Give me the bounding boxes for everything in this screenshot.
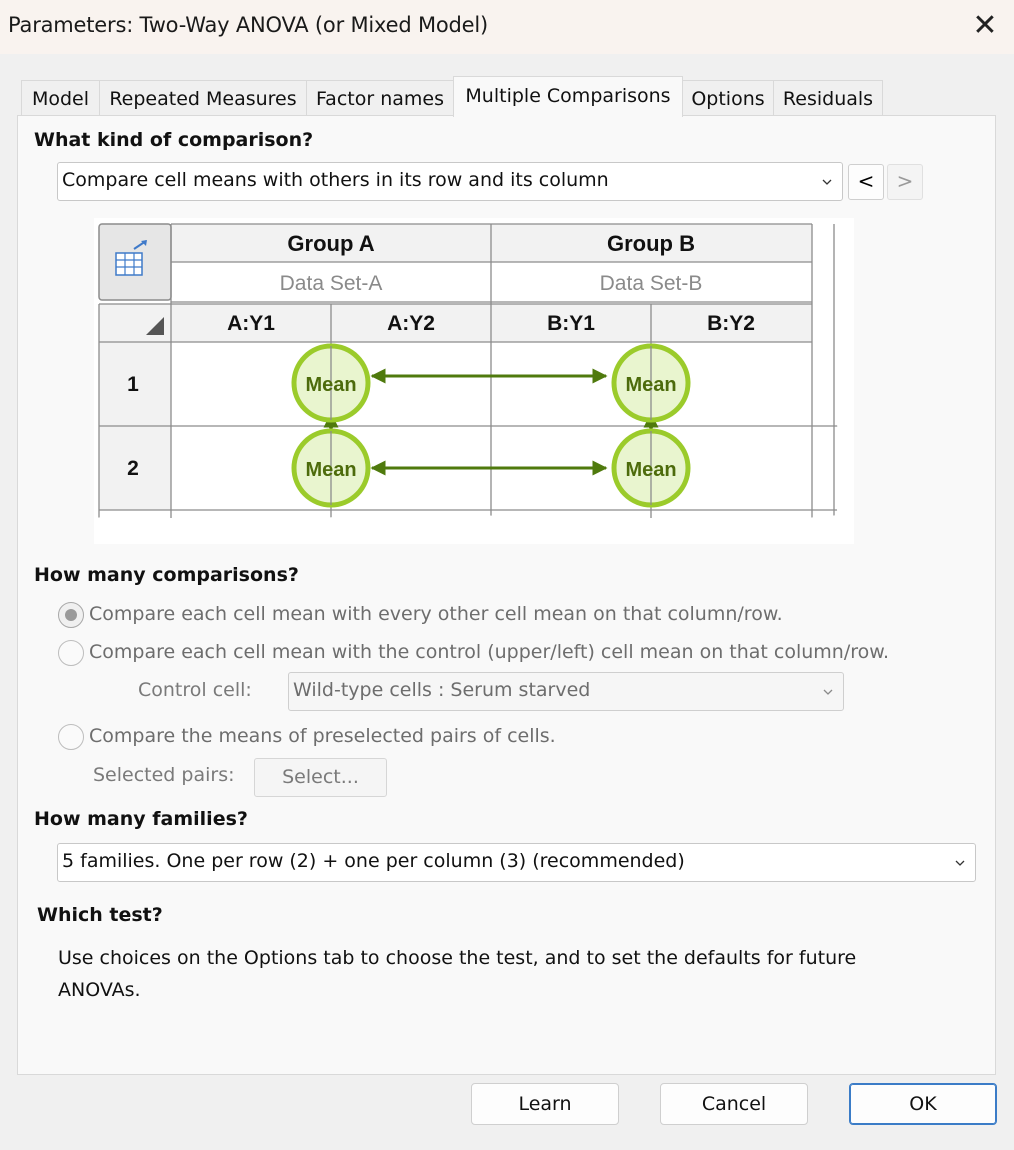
row-number: 2 xyxy=(127,457,139,480)
cancel-button[interactable]: Cancel xyxy=(660,1083,808,1125)
column-header: A:Y2 xyxy=(387,312,435,335)
control-cell-dropdown[interactable] xyxy=(288,672,844,711)
comparison-kind-dropdown[interactable] xyxy=(57,162,843,201)
mean-circle xyxy=(614,346,688,420)
dataset-a-label: Data Set-A xyxy=(279,272,383,295)
mean-circle xyxy=(294,346,368,420)
radio-every-other-mean[interactable] xyxy=(58,602,84,628)
column-header: B:Y2 xyxy=(707,312,755,335)
next-button[interactable]: > xyxy=(887,164,923,200)
tab-multiple-comparisons[interactable]: Multiple Comparisons xyxy=(453,76,683,117)
comparison-illustration xyxy=(94,218,854,544)
control-cell-label: Control cell: xyxy=(138,679,252,701)
radio-label: Compare the means of preselected pairs of cells. xyxy=(89,725,556,747)
tab-residuals[interactable]: Residuals xyxy=(773,80,883,116)
column-header: B:Y1 xyxy=(547,312,595,335)
selected-pairs-label: Selected pairs: xyxy=(93,764,235,786)
comparison-heading: What kind of comparison? xyxy=(34,129,314,151)
chevron-down-icon xyxy=(955,858,965,868)
chevron-down-icon xyxy=(822,177,832,187)
radio-label: Compare each cell mean with every other cell mean on that column/row. xyxy=(89,603,783,625)
radio-preselected-pairs[interactable] xyxy=(58,724,84,750)
mean-label: Mean xyxy=(305,374,357,396)
families-value: 5 families. One per row (2) + one per column (3) (recommended) xyxy=(62,850,685,872)
how-many-comparisons-heading: How many comparisons? xyxy=(34,564,299,586)
families-dropdown[interactable] xyxy=(57,843,976,882)
tab-repeated-measures[interactable]: Repeated Measures xyxy=(99,80,307,116)
tab-model[interactable]: Model xyxy=(21,80,100,116)
group-a-header: Group A xyxy=(287,231,375,256)
select-pairs-button[interactable]: Select... xyxy=(254,758,387,797)
row-number: 1 xyxy=(127,373,139,396)
column-header: A:Y1 xyxy=(227,312,275,335)
ok-button[interactable]: OK xyxy=(849,1083,997,1125)
mean-circle xyxy=(294,431,368,505)
learn-button[interactable]: Learn xyxy=(471,1083,619,1125)
window-title: Parameters: Two-Way ANOVA (or Mixed Model) xyxy=(8,13,488,37)
mean-label: Mean xyxy=(625,459,677,481)
radio-label: Compare each cell mean with the control (upper/left) cell mean on that column/row. xyxy=(89,641,890,663)
comparison-kind-value: Compare cell means with others in its row and its column xyxy=(62,169,609,191)
chevron-down-icon xyxy=(823,687,833,697)
close-button[interactable]: ✕ xyxy=(972,8,998,43)
mean-label: Mean xyxy=(305,459,357,481)
title-bar xyxy=(0,0,1014,54)
mean-circle xyxy=(614,431,688,505)
tab-options[interactable]: Options xyxy=(682,80,774,116)
which-test-heading: Which test? xyxy=(37,904,163,926)
tab-factor-names[interactable]: Factor names xyxy=(306,80,454,116)
how-many-families-heading: How many families? xyxy=(34,808,248,830)
dataset-b-label: Data Set-B xyxy=(599,272,703,295)
control-cell-value: Wild-type cells : Serum starved xyxy=(293,679,591,701)
previous-button[interactable]: < xyxy=(848,164,884,200)
which-test-text: Use choices on the Options tab to choose the test, and to set the defaults for future ANOVAs. xyxy=(58,947,857,1001)
mean-label: Mean xyxy=(625,374,677,396)
group-b-header: Group B xyxy=(607,231,695,256)
radio-control-mean[interactable] xyxy=(58,640,84,666)
